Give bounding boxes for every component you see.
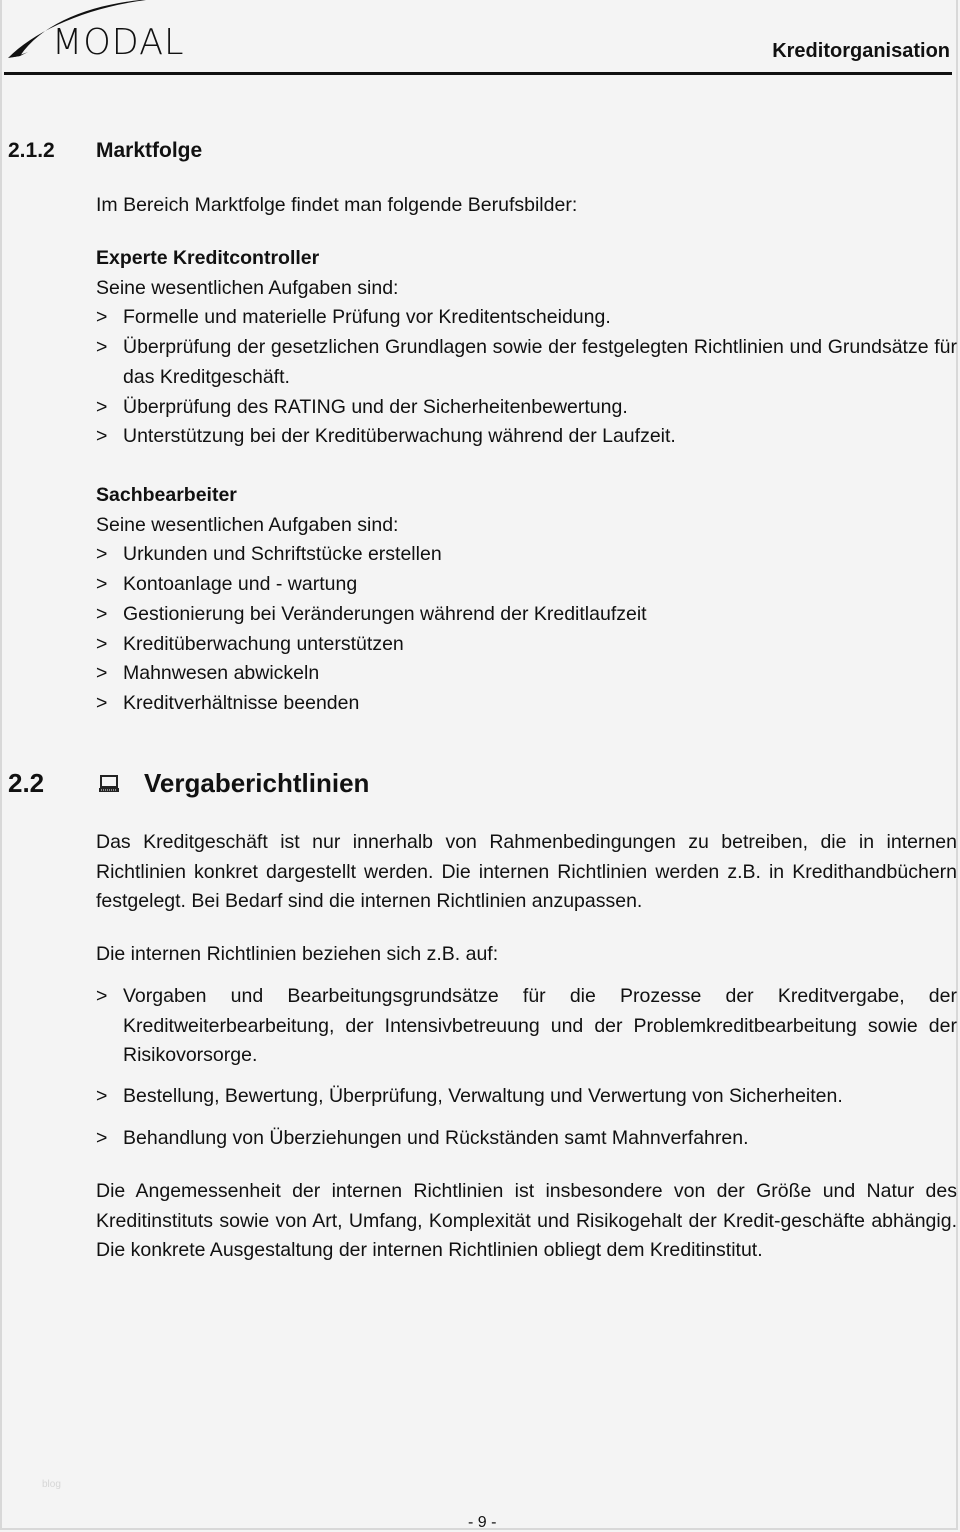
bullet-marker: > [96, 985, 108, 1007]
list-item: > Unterstützung bei der Kreditüberwachung während der Laufzeit. [96, 422, 957, 452]
list-item: > Überprüfung des RATING und der Sicherheitenbewertung. [96, 393, 957, 423]
paragraph: Die Angemessenheit der internen Richtlinien ist insbesondere von der Größe und Natur des Kreditinstituts sowie von Art, Umfang, Komplexität und Risikogehalt der Kredit-geschäfte abhängig. Die konkrete Ausgestaltung der internen Richtlinien obliegt dem Kreditinstitut. [96, 1180, 957, 1262]
section-title: Vergaberichtlinien [144, 768, 370, 798]
role-block-kreditcontroller [96, 244, 957, 452]
computer-icon [98, 775, 120, 793]
list-item: > Mahnwesen abwickeln [96, 659, 957, 689]
paragraph: Das Kreditgeschäft ist nur innerhalb von Rahmenbedingungen zu betreiben, die in internen Richtlinien konkret dargestellt werden. Die internen Richtlinien werden z.B. in Kredithandbüchern festgelegt. Bei Bedarf sind die internen Richtlinien anzupassen. [96, 831, 957, 913]
list-item: > Vorgaben und Bearbeitungsgrundsätze für die Prozesse der Kreditvergabe, der Kreditweiterbearbeitung, der Intensivbetreuung und der Problemkreditbearbeitung sowie der Risikovorsorge. [96, 982, 957, 1071]
bullet-marker: > [96, 425, 108, 448]
section-number: 2.1.2 [8, 139, 55, 162]
list-item: > Bestellung, Bewertung, Überprüfung, Verwaltung und Verwertung von Sicherheiten. [96, 1082, 957, 1112]
intro-text: Im Bereich Marktfolge findet man folgende Berufsbilder: [96, 194, 578, 216]
role-title: Sachbearbeiter [96, 484, 237, 506]
logo-text: MODAL [52, 22, 185, 64]
bullet-marker: > [96, 632, 108, 655]
list-item: > Kontoanlage und - wartung [96, 570, 957, 600]
bullet-marker: > [96, 1085, 108, 1107]
header-divider [4, 72, 952, 75]
list-item: > Überprüfung der gesetzlichen Grundlagen sowie der festgelegten Richtlinien und Grundsätze für das Kreditgeschäft. [96, 333, 957, 392]
bullet-marker: > [96, 691, 108, 714]
bullet-marker: > [96, 395, 108, 418]
role-block-sachbearbeiter [96, 481, 957, 719]
section-number: 2.2 [8, 768, 45, 798]
bullet-marker: > [96, 543, 108, 566]
role-lead: Seine wesentlichen Aufgaben sind: [96, 513, 399, 536]
role-lead: Seine wesentlichen Aufgaben sind: [96, 276, 399, 299]
page-number: - 9 - [468, 1514, 497, 1531]
list-item: > Kreditverhältnisse beenden [96, 689, 957, 719]
bullet-marker: > [96, 602, 108, 625]
section-title: Marktfolge [96, 139, 203, 162]
list-item: > Formelle und materielle Prüfung vor Kreditentscheidung. [96, 303, 957, 333]
list-item: > Urkunden und Schriftstücke erstellen [96, 540, 957, 570]
list-item: > Gestionierung bei Veränderungen während der Kreditlaufzeit [96, 600, 957, 630]
list-item: > Kreditüberwachung unterstützen [96, 630, 957, 660]
bullet-marker: > [96, 662, 108, 685]
bullet-marker: > [96, 336, 108, 359]
guideline-list [96, 1082, 957, 1112]
modal-logo [6, 0, 196, 64]
guideline-list [96, 982, 957, 1071]
bullet-marker: > [96, 1127, 108, 1149]
bullet-marker: > [96, 573, 108, 596]
section-intro [96, 191, 957, 221]
guideline-list [96, 1124, 957, 1154]
watermark: blog [42, 1479, 61, 1490]
header-title: Kreditorganisation [772, 40, 950, 62]
paragraph: Die internen Richtlinien beziehen sich z.B. auf: [96, 943, 499, 965]
list-item: > Behandlung von Überziehungen und Rückständen samt Mahnverfahren. [96, 1124, 957, 1154]
role-title: Experte Kreditcontroller [96, 247, 320, 269]
bullet-marker: > [96, 306, 108, 329]
